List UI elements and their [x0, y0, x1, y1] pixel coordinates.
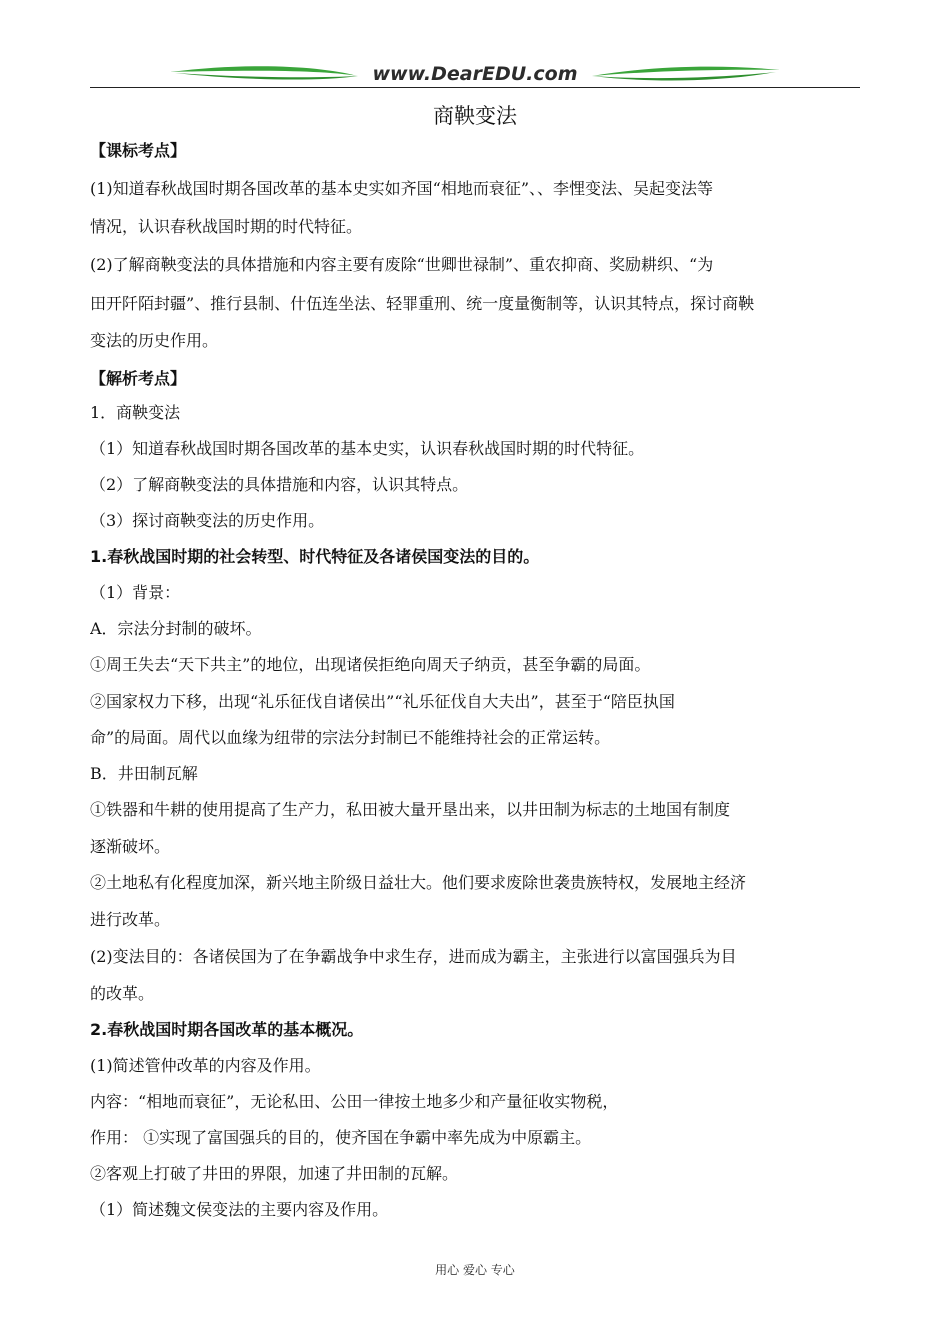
section-heading: 2.春秋战国时期各国改革的基本概况。: [90, 1020, 364, 1039]
site-header-banner: [90, 58, 860, 90]
text-line: （3）探讨商鞅变法的历史作用。: [90, 511, 325, 530]
section-heading: 【课标考点】: [90, 141, 187, 160]
text-line: 田开阡陌封疆”、推行县制、什伍连坐法、轻罪重刑、统一度量衡制等，认识其特点，探讨商鞅: [90, 294, 755, 313]
text-line: 命”的局面。周代以血缘为纽带的宗法分封制已不能维持社会的正常运转。: [90, 728, 611, 747]
text-line: 的改革。: [90, 984, 155, 1003]
site-url: www.DearEDU.com: [372, 63, 578, 85]
text-line: 进行改革。: [90, 910, 171, 929]
text-line: (2)了解商鞅变法的具体措施和内容主要有废除“世卿世禄制”、重农抑商、奖励耕织、“为: [90, 255, 714, 274]
text-line: 变法的历史作用。: [90, 331, 219, 350]
text-line: ②客观上打破了井田的界限，加速了井田制的瓦解。: [90, 1164, 459, 1183]
text-line: 逐渐破坏。: [90, 837, 171, 856]
text-line: (1)知道春秋战国时期各国改革的基本史实如齐国“相地而衰征”、、李悝变法、吴起变法等: [90, 179, 714, 198]
header-rule: [90, 87, 860, 88]
text-line: B．井田制瓦解: [90, 764, 198, 783]
text-line: ②国家权力下移，出现“礼乐征伐自诸侯出”“礼乐征伐自大夫出”，甚至于“陪臣执国: [90, 692, 675, 711]
text-line: 内容：“相地而衰征”，无论私田、公田一律按土地多少和产量征收实物税，: [90, 1092, 619, 1111]
text-line: （2）了解商鞅变法的具体措施和内容，认识其特点。: [90, 475, 469, 494]
section-heading: 【解析考点】: [90, 369, 187, 388]
text-line: （1）背景：: [90, 583, 181, 602]
text-line: （1）简述魏文侯变法的主要内容及作用。: [90, 1200, 389, 1219]
text-line: 作用： ①实现了富国强兵的目的，使齐国在争霸中率先成为中原霸主。: [90, 1128, 592, 1147]
text-line: ②土地私有化程度加深，新兴地主阶级日益壮大。他们要求废除世袭贵族特权，发展地主经济: [90, 873, 747, 892]
text-line: (2)变法目的：各诸侯国为了在争霸战争中求生存，进而成为霸主，主张进行以富国强兵为目: [90, 947, 737, 966]
page-title: 商鞅变法: [433, 104, 517, 128]
text-line: A．宗法分封制的破坏。: [90, 619, 262, 638]
text-line: (1)简述管仲改革的内容及作用。: [90, 1056, 321, 1075]
text-line: ①铁器和牛耕的使用提高了生产力，私田被大量开垦出来，以井田制为标志的土地国有制度: [90, 800, 731, 819]
text-line: （1）知道春秋战国时期各国改革的基本史实，认识春秋战国时期的时代特征。: [90, 439, 645, 458]
text-line: 情况，认识春秋战国时期的时代特征。: [90, 217, 363, 236]
page-footer: 用心 爱心 专心: [435, 1263, 515, 1277]
text-line: 1．商鞅变法: [90, 403, 181, 422]
text-line: ①周王失去“天下共主”的地位，出现诸侯拒绝向周天子纳贡，甚至争霸的局面。: [90, 655, 651, 674]
section-heading: 1.春秋战国时期的社会转型、时代特征及各诸侯国变法的目的。: [90, 547, 540, 566]
